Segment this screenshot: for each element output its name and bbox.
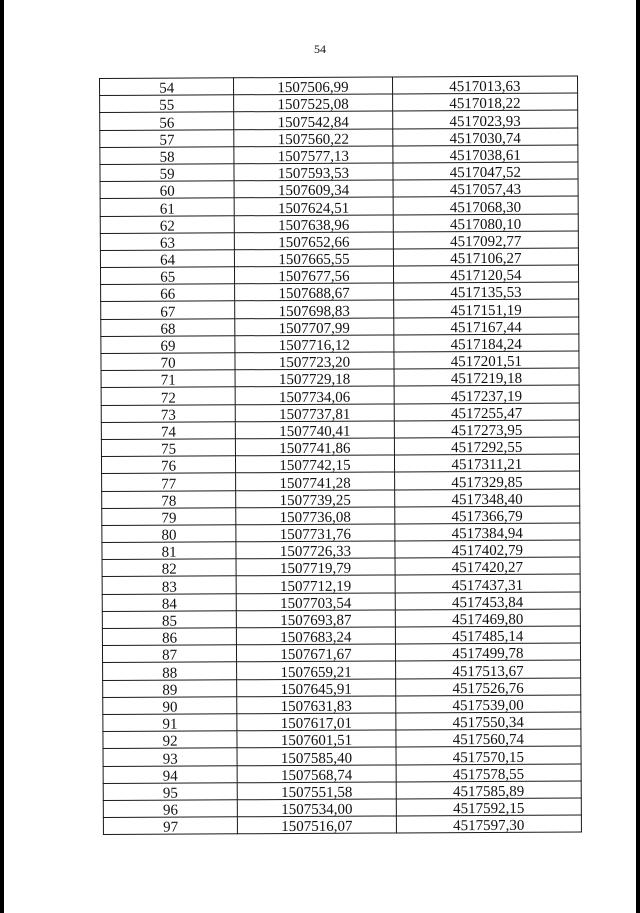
- cell-text: 4517092,77: [450, 233, 522, 251]
- x-coordinate-cell: [237, 610, 396, 628]
- x-coordinate-cell: [235, 318, 394, 336]
- x-coordinate-cell: [237, 627, 396, 645]
- point-number-cell: [100, 250, 234, 268]
- cell-text: 4517167,44: [450, 319, 522, 336]
- x-coordinate-cell: [237, 730, 396, 748]
- cell-text: 1507740,41: [279, 423, 351, 440]
- y-coordinate-cell: [394, 385, 579, 403]
- coordinates-table: [99, 75, 582, 835]
- cell-text: 64: [160, 252, 176, 269]
- cell-text: 1507742,15: [279, 458, 351, 475]
- cell-text: 1507534,00: [281, 801, 353, 819]
- cell-text: 62: [159, 218, 175, 235]
- y-coordinate-cell: [396, 815, 581, 833]
- y-coordinate-cell: [393, 299, 578, 317]
- cell-text: 4517106,27: [450, 250, 522, 268]
- point-number-cell: [103, 765, 237, 783]
- cell-text: 1507516,07: [281, 818, 353, 836]
- point-number-cell: [102, 628, 236, 646]
- y-coordinate-cell: [396, 746, 581, 764]
- point-number-cell: [101, 336, 235, 354]
- y-coordinate-cell: [396, 763, 581, 781]
- y-coordinate-cell: [394, 437, 579, 455]
- x-coordinate-cell: [237, 764, 396, 782]
- cell-text: 4517273,95: [451, 422, 523, 440]
- y-coordinate-cell: [396, 712, 581, 730]
- cell-text: 67: [160, 304, 176, 321]
- cell-text: 1507542,84: [277, 114, 349, 131]
- cell-text: 81: [161, 544, 177, 561]
- x-coordinate-cell: [235, 300, 394, 318]
- point-number-cell: [101, 353, 235, 371]
- cell-text: 85: [161, 613, 178, 630]
- x-coordinate-cell: [235, 283, 394, 301]
- point-number-cell: [100, 267, 234, 285]
- x-coordinate-cell: [236, 507, 395, 525]
- point-number-cell: [101, 456, 235, 474]
- cell-text: 4517513,67: [452, 663, 524, 680]
- cell-text: 54: [159, 80, 175, 97]
- y-coordinate-cell: [394, 420, 579, 438]
- point-number-cell: [102, 611, 236, 629]
- x-coordinate-cell: [236, 558, 395, 576]
- x-coordinate-cell: [235, 404, 394, 422]
- x-coordinate-cell: [236, 489, 395, 507]
- cell-text: 4517219,18: [450, 371, 523, 388]
- cell-text: 1507734,06: [278, 389, 351, 406]
- point-number-cell: [100, 95, 234, 113]
- y-coordinate-cell: [395, 643, 580, 661]
- cell-text: 4517560,74: [452, 732, 524, 749]
- cell-text: 1507741,28: [279, 475, 351, 492]
- table-row: [100, 76, 578, 96]
- cell-text: 4517384,94: [451, 525, 523, 543]
- point-number-cell: [100, 164, 234, 182]
- y-coordinate-cell: [394, 403, 579, 421]
- x-coordinate-cell: [237, 713, 396, 731]
- cell-text: 4517526,76: [452, 680, 524, 697]
- x-coordinate-cell: [236, 541, 395, 559]
- cell-text: 1507551,58: [281, 784, 353, 801]
- x-coordinate-cell: [235, 232, 394, 250]
- y-coordinate-cell: [394, 506, 579, 524]
- cell-text: 4517578,55: [452, 766, 525, 783]
- cell-text: 88: [162, 665, 178, 682]
- cell-text: 4517135,53: [450, 285, 522, 302]
- point-number-cell: [102, 473, 236, 491]
- cell-text: 92: [162, 733, 178, 750]
- point-number-cell: [101, 387, 235, 405]
- cell-text: 82: [161, 562, 177, 579]
- point-number-cell: [100, 147, 234, 165]
- point-number-cell: [100, 78, 234, 96]
- x-coordinate-cell: [236, 421, 395, 439]
- cell-text: 96: [162, 802, 179, 819]
- x-coordinate-cell: [237, 782, 396, 800]
- cell-text: 1507703,54: [280, 595, 352, 612]
- cell-text: 4517437,31: [451, 577, 524, 594]
- x-coordinate-cell: [237, 696, 396, 714]
- point-number-cell: [102, 559, 236, 577]
- y-coordinate-cell: [392, 110, 577, 128]
- cell-text: 4517237,19: [450, 388, 523, 405]
- y-coordinate-cell: [392, 128, 577, 146]
- cell-text: 4517366,79: [451, 508, 523, 526]
- x-coordinate-cell: [235, 386, 394, 404]
- cell-text: 79: [161, 510, 177, 527]
- cell-text: 4517057,43: [449, 182, 522, 199]
- point-number-cell: [100, 112, 234, 130]
- cell-text: 1507506,99: [277, 79, 349, 97]
- point-number-cell: [101, 422, 235, 440]
- cell-text: 1507698,83: [278, 303, 350, 320]
- cell-text: 4517068,30: [449, 199, 522, 216]
- x-coordinate-cell: [234, 129, 393, 147]
- cell-text: 4517013,63: [449, 78, 521, 96]
- point-number-cell: [102, 525, 236, 543]
- cell-text: 4517420,27: [451, 560, 524, 577]
- point-number-cell: [102, 490, 236, 508]
- x-coordinate-cell: [234, 214, 393, 232]
- cell-text: 1507624,51: [277, 200, 350, 217]
- cell-text: 4517485,14: [452, 628, 524, 646]
- cell-text: 4517570,15: [452, 749, 525, 766]
- y-coordinate-cell: [393, 231, 578, 249]
- cell-text: 61: [159, 201, 175, 218]
- x-coordinate-cell: [237, 661, 396, 679]
- cell-text: 73: [160, 407, 176, 424]
- cell-text: 76: [161, 458, 177, 475]
- point-number-cell: [101, 284, 235, 302]
- x-coordinate-cell: [234, 197, 393, 215]
- cell-text: 1507736,08: [279, 509, 351, 526]
- y-coordinate-cell: [393, 162, 578, 180]
- cell-text: 1507707,99: [278, 320, 350, 337]
- x-coordinate-cell: [236, 575, 395, 593]
- cell-text: 1507712,19: [279, 578, 352, 595]
- cell-text: 86: [162, 630, 178, 647]
- cell-text: 1507731,76: [279, 526, 352, 544]
- x-coordinate-cell: [236, 593, 395, 611]
- y-coordinate-cell: [395, 626, 580, 644]
- point-number-cell: [100, 181, 234, 199]
- cell-text: 1507577,13: [277, 148, 350, 166]
- y-coordinate-cell: [393, 317, 578, 335]
- cell-text: 4517201,51: [450, 353, 523, 371]
- x-coordinate-cell: [237, 644, 396, 662]
- x-coordinate-cell: [236, 438, 395, 456]
- y-coordinate-cell: [393, 179, 578, 197]
- x-coordinate-cell: [235, 335, 394, 353]
- x-coordinate-cell: [234, 163, 393, 181]
- y-coordinate-cell: [395, 609, 580, 627]
- point-number-cell: [102, 576, 236, 594]
- y-coordinate-cell: [395, 695, 580, 713]
- cell-text: 4517348,40: [451, 491, 523, 508]
- cell-text: 1507585,40: [280, 750, 353, 767]
- cell-text: 4517151,19: [450, 302, 522, 319]
- point-number-cell: [103, 714, 237, 732]
- cell-text: 68: [160, 321, 176, 338]
- cell-text: 89: [162, 682, 178, 699]
- cell-text: 74: [160, 424, 177, 441]
- cell-text: 4517023,93: [449, 113, 521, 130]
- cell-text: 1507601,51: [280, 732, 353, 750]
- cell-text: 4517469,80: [452, 611, 524, 629]
- y-coordinate-cell: [394, 471, 579, 489]
- y-coordinate-cell: [393, 145, 578, 163]
- x-coordinate-cell: [234, 77, 393, 95]
- cell-text: 4517030,74: [449, 130, 521, 147]
- y-coordinate-cell: [394, 334, 579, 352]
- coordinates-table-body: [100, 76, 582, 835]
- cell-text: 4517585,89: [452, 783, 525, 801]
- point-number-cell: [103, 800, 237, 818]
- cell-text: 4517255,47: [450, 405, 523, 422]
- cell-text: 97: [163, 819, 179, 836]
- x-coordinate-cell: [234, 111, 393, 129]
- cell-text: 55: [159, 97, 175, 115]
- y-coordinate-cell: [395, 540, 580, 558]
- cell-text: 4517120,54: [450, 268, 522, 285]
- point-number-cell: [101, 318, 235, 336]
- cell-text: 75: [161, 441, 177, 458]
- point-number-cell: [101, 439, 235, 457]
- cell-text: 4517047,52: [449, 164, 522, 182]
- x-coordinate-cell: [238, 799, 397, 817]
- point-number-cell: [103, 817, 237, 835]
- cell-text: 4517592,15: [453, 800, 525, 818]
- point-number-cell: [100, 198, 234, 216]
- x-coordinate-cell: [237, 747, 396, 765]
- x-coordinate-cell: [234, 146, 393, 164]
- cell-text: 72: [160, 390, 176, 407]
- cell-text: 1507631,83: [280, 698, 352, 715]
- cell-text: 1507693,87: [280, 612, 352, 630]
- y-coordinate-cell: [392, 93, 577, 111]
- cell-text: 94: [162, 768, 178, 785]
- cell-text: 1507638,96: [278, 217, 350, 234]
- cell-text: 4517311,21: [451, 457, 523, 474]
- point-number-cell: [102, 507, 236, 525]
- cell-text: 1507739,25: [279, 492, 351, 509]
- x-coordinate-cell: [234, 180, 393, 198]
- x-coordinate-cell: [238, 816, 397, 834]
- cell-text: 57: [159, 132, 175, 149]
- document-page: [4, 0, 636, 913]
- cell-text: 1507677,56: [278, 268, 350, 286]
- point-number-cell: [103, 697, 237, 715]
- cell-text: 1507568,74: [280, 767, 353, 784]
- cell-text: 1507737,81: [279, 406, 351, 423]
- cell-text: 1507726,33: [279, 543, 352, 561]
- cell-text: 71: [160, 372, 176, 390]
- cell-text: 1507671,67: [280, 647, 352, 664]
- cell-text: 4517018,22: [449, 96, 521, 113]
- cell-text: 1507741,86: [279, 440, 351, 458]
- cell-text: 1507723,20: [278, 354, 351, 372]
- point-number-cell: [101, 404, 235, 422]
- point-number-cell: [103, 662, 237, 680]
- x-coordinate-cell: [236, 524, 395, 542]
- x-coordinate-cell: [235, 369, 394, 387]
- point-number-cell: [102, 593, 236, 611]
- y-coordinate-cell: [394, 368, 579, 386]
- y-coordinate-cell: [393, 282, 578, 300]
- cell-text: 93: [162, 751, 178, 768]
- point-number-cell: [102, 645, 236, 663]
- y-coordinate-cell: [394, 454, 579, 472]
- cell-text: 65: [160, 269, 176, 286]
- y-coordinate-cell: [394, 351, 579, 369]
- cell-text: 1507652,66: [278, 234, 350, 251]
- page-number: 54: [314, 42, 326, 56]
- x-coordinate-cell: [237, 679, 396, 697]
- x-coordinate-cell: [236, 472, 395, 490]
- y-coordinate-cell: [395, 574, 580, 592]
- point-number-cell: [101, 370, 235, 388]
- cell-text: 1507593,53: [277, 165, 350, 183]
- cell-text: 1507683,24: [280, 629, 352, 647]
- point-number-cell: [100, 215, 234, 233]
- cell-text: 4517038,61: [449, 147, 521, 165]
- y-coordinate-cell: [393, 265, 578, 283]
- point-number-cell: [102, 542, 236, 560]
- y-coordinate-cell: [394, 488, 579, 506]
- point-number-cell: [103, 679, 237, 697]
- cell-text: 78: [161, 493, 177, 510]
- cell-text: 4517402,79: [451, 543, 523, 560]
- x-coordinate-cell: [235, 266, 394, 284]
- point-number-cell: [103, 782, 237, 800]
- point-number-cell: [100, 232, 234, 250]
- y-coordinate-cell: [393, 196, 578, 214]
- cell-text: 69: [160, 338, 176, 355]
- cell-text: 4517550,34: [452, 714, 524, 732]
- cell-text: 4517080,10: [449, 216, 522, 233]
- cell-text: 4517597,30: [453, 818, 525, 835]
- cell-text: 4517539,00: [452, 697, 524, 715]
- point-number-cell: [103, 748, 237, 766]
- cell-text: 4517499,78: [452, 646, 524, 663]
- x-coordinate-cell: [236, 455, 395, 473]
- cell-text: 4517184,24: [450, 336, 522, 354]
- cell-text: 66: [160, 287, 176, 304]
- y-coordinate-cell: [395, 678, 580, 696]
- point-number-cell: [100, 129, 234, 147]
- cell-text: 95: [162, 785, 178, 802]
- cell-text: 1507525,08: [277, 97, 349, 114]
- cell-text: 70: [160, 355, 176, 372]
- cell-text: 83: [161, 579, 177, 596]
- cell-text: 1507645,91: [280, 681, 352, 698]
- y-coordinate-cell: [395, 592, 580, 610]
- cell-text: 1507716,12: [278, 337, 351, 355]
- cell-text: 59: [159, 166, 175, 183]
- cell-text: 1507719,79: [279, 561, 352, 578]
- cell-text: 87: [162, 647, 178, 665]
- cell-text: 4517292,55: [451, 439, 523, 457]
- cell-text: 80: [161, 527, 177, 544]
- y-coordinate-cell: [396, 798, 581, 816]
- cell-text: 1507659,21: [280, 664, 352, 681]
- x-coordinate-cell: [235, 352, 394, 370]
- y-coordinate-cell: [392, 76, 577, 94]
- cell-text: 4517329,85: [451, 474, 523, 491]
- cell-text: 56: [159, 115, 175, 132]
- y-coordinate-cell: [395, 660, 580, 678]
- y-coordinate-cell: [393, 213, 578, 231]
- y-coordinate-cell: [396, 781, 581, 799]
- point-number-cell: [101, 301, 235, 319]
- y-coordinate-cell: [395, 523, 580, 541]
- cell-text: 63: [159, 235, 176, 252]
- y-coordinate-cell: [395, 557, 580, 575]
- cell-text: 91: [162, 716, 178, 733]
- cell-text: 90: [162, 699, 178, 716]
- point-number-cell: [103, 731, 237, 749]
- cell-text: 1507609,34: [277, 183, 350, 200]
- cell-text: 58: [159, 149, 175, 166]
- x-coordinate-cell: [235, 249, 394, 267]
- x-coordinate-cell: [234, 94, 393, 112]
- cell-text: 1507729,18: [278, 372, 351, 389]
- cell-text: 1507560,22: [277, 131, 349, 148]
- cell-text: 77: [161, 476, 177, 493]
- y-coordinate-cell: [396, 729, 581, 747]
- cell-text: 1507665,55: [278, 251, 350, 269]
- y-coordinate-cell: [393, 248, 578, 266]
- cell-text: 1507617,01: [280, 715, 353, 733]
- cell-text: 84: [161, 596, 177, 613]
- cell-text: 60: [159, 183, 175, 200]
- cell-text: 4517453,84: [451, 594, 524, 611]
- cell-text: 1507688,67: [278, 286, 350, 303]
